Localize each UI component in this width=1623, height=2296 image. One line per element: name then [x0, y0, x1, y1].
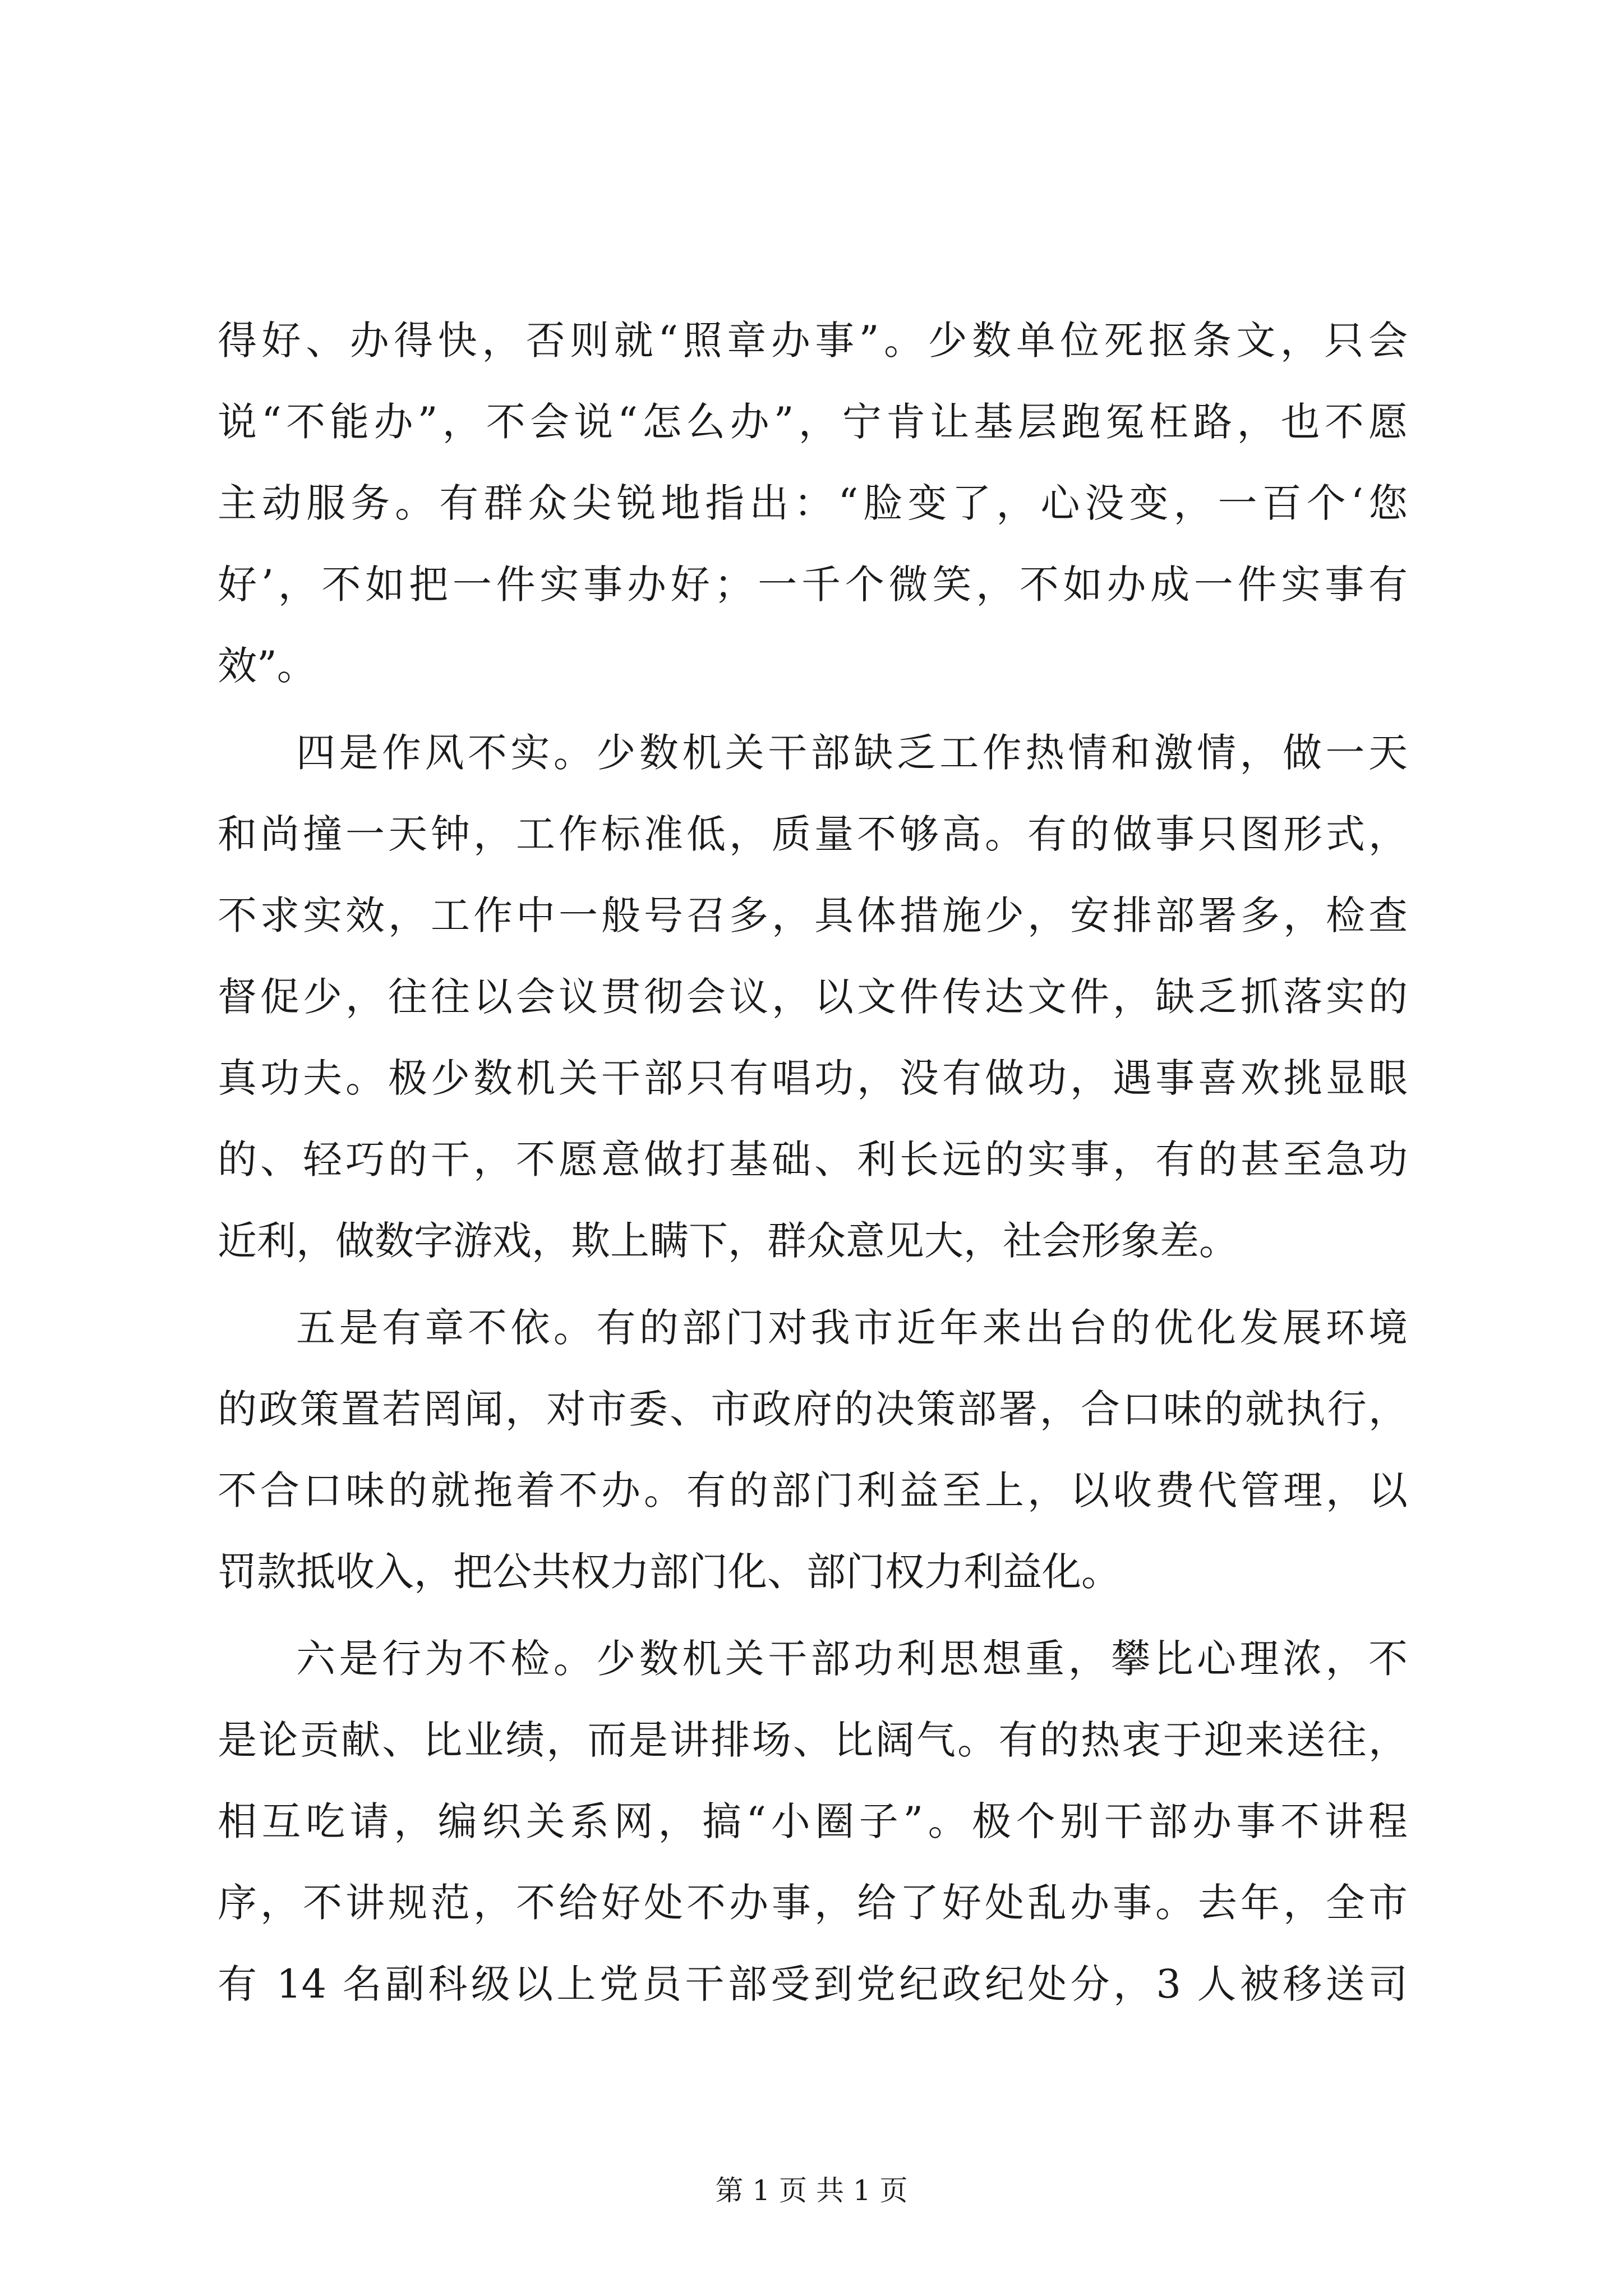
text-line: 真功夫。极少数机关干部只有唱功，没有做功，遇事喜欢挑显眼	[218, 1055, 1408, 1101]
page-footer: 第 1 页 共 1 页	[715, 2174, 908, 2207]
text-line: 六是行为不检。少数机关干部功利思想重，攀比心理浓，不	[296, 1636, 1408, 1682]
text-line: 四是作风不实。少数机关干部缺乏工作热情和激情，做一天	[296, 730, 1408, 776]
text-line: 得好、办得快，否则就“照章办事”。少数单位死抠条文，只会	[218, 318, 1408, 364]
text-line: 和尚撞一天钟，工作标准低，质量不够高。有的做事只图形式，	[218, 811, 1408, 857]
paragraph	[218, 300, 1408, 707]
text-line: 说“不能办”，不会说“怎么办”，宁肯让基层跑冤枉路，也不愿	[218, 399, 1408, 445]
text-line: 效”。	[218, 643, 316, 689]
text-line: 有 14 名副科级以上党员干部受到党纪政纪处分，3 人被移送司	[218, 1961, 1408, 2007]
text-line: 相互吃请，编织关系网，搞“小圈子”。极个别干部办事不讲程	[218, 1798, 1408, 1844]
text-line: 序，不讲规范，不给好处不办事，给了好处乱办事。去年，全市	[218, 1880, 1408, 1926]
paragraph	[218, 1287, 1408, 1613]
text-line: 不合口味的就拖着不办。有的部门利益至上，以收费代管理，以	[218, 1467, 1408, 1513]
text-line: 的、轻巧的干，不愿意做打基础、利长远的实事，有的甚至急功	[218, 1137, 1408, 1182]
text-line: 督促少，往往以会议贯彻会议，以文件传达文件，缺乏抓落实的	[218, 974, 1408, 1020]
text-line: 近利，做数字游戏，欺上瞒下，群众意见大，社会形象差。	[218, 1218, 1238, 1264]
text-line: 的政策置若罔闻，对市委、市政府的决策部署，合口味的就执行，	[218, 1386, 1408, 1432]
paragraph	[218, 1618, 1408, 2025]
text-line: 是论贡献、比业绩，而是讲排场、比阔气。有的热衷于迎来送往，	[218, 1717, 1408, 1763]
paragraph	[218, 712, 1408, 1282]
text-line: 好’，不如把一件实事办好；一千个微笑，不如办成一件实事有	[218, 562, 1408, 608]
text-line: 五是有章不依。有的部门对我市近年来出台的优化发展环境	[296, 1305, 1408, 1351]
document-body	[218, 300, 1408, 2025]
text-line: 主动服务。有群众尖锐地指出：“脸变了，心没变，一百个‘您	[218, 480, 1408, 526]
text-line: 不求实效，工作中一般号召多，具体措施少，安排部署多，检查	[218, 892, 1408, 938]
text-line: 罚款抵收入，把公共权力部门化、部门权力利益化。	[218, 1549, 1121, 1595]
